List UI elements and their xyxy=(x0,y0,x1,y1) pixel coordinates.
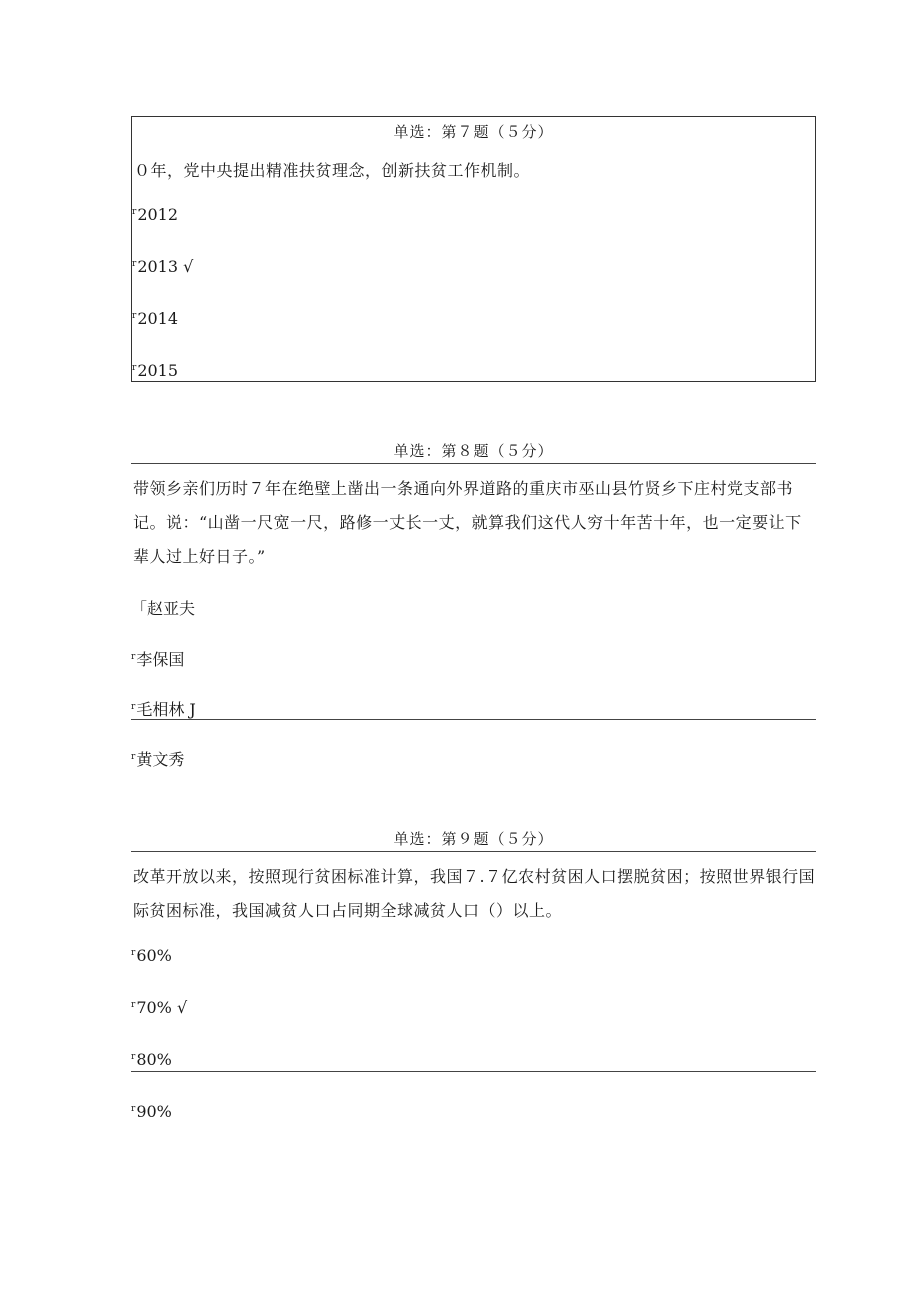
radio-marker: r xyxy=(131,1000,136,1010)
option-label: 2012 xyxy=(137,205,179,224)
option-c[interactable] xyxy=(132,309,178,328)
radio-marker: r xyxy=(131,752,136,762)
question-title: 单选：第８题（５分） xyxy=(393,442,554,460)
question-title: 单选：第７题（５分） xyxy=(393,123,554,141)
radio-marker: 「 xyxy=(131,599,148,618)
option-d[interactable] xyxy=(131,747,184,770)
radio-marker: r xyxy=(132,311,137,321)
question-stem: 改革开放以来，按照现行贫困标准计算，我国７.７亿农村贫困人口摆脱贫困；按照世界银行国际贫困标准，我国减贫人口占同期全球减贫人口（）以上。 xyxy=(133,867,816,920)
option-label: 70% √ xyxy=(136,998,188,1017)
divider xyxy=(131,719,816,720)
question-title: 单选：第９题（５分） xyxy=(393,830,554,848)
question-stem: ０年，党中央提出精准扶贫理念，创新扶贫工作机制。 xyxy=(134,161,531,180)
radio-marker: r xyxy=(131,702,136,712)
question-stem: 带领乡亲们历时７年在绝壁上凿出一条通向外界道路的重庆市巫山县竹贤乡下庄村党支部书记。说：“山凿一尺宽一尺，路修一丈长一丈，就算我们这代人穷十年苦十年，也一定要让下辈人过上好日子。” xyxy=(133,479,802,566)
option-b[interactable] xyxy=(132,257,193,276)
radio-marker: r xyxy=(132,207,137,217)
option-b[interactable] xyxy=(131,647,184,670)
option-c[interactable] xyxy=(131,697,196,720)
question-9 xyxy=(131,828,816,1128)
option-label: 2013 √ xyxy=(137,257,194,276)
radio-marker: r xyxy=(131,1052,136,1062)
radio-marker: r xyxy=(132,363,137,373)
option-label: 2015 xyxy=(137,361,179,380)
divider xyxy=(131,1071,816,1072)
divider xyxy=(131,851,816,852)
option-label: 李保国 xyxy=(136,650,185,669)
option-label: 毛相林 J xyxy=(136,700,196,719)
option-d[interactable] xyxy=(132,361,178,380)
option-label: 80% xyxy=(136,1050,172,1069)
option-label: 2014 xyxy=(137,309,179,328)
question-7 xyxy=(131,116,816,382)
question-8 xyxy=(131,440,816,780)
option-label: 黄文秀 xyxy=(136,750,185,769)
option-a[interactable] xyxy=(131,596,195,619)
option-d[interactable] xyxy=(131,1102,172,1121)
radio-marker: r xyxy=(132,259,137,269)
option-label: 赵亚夫 xyxy=(147,599,196,618)
option-a[interactable] xyxy=(132,205,178,224)
divider xyxy=(131,463,816,464)
radio-marker: r xyxy=(131,948,136,958)
option-label: 60% xyxy=(136,946,172,965)
option-a[interactable] xyxy=(131,946,172,965)
radio-marker: r xyxy=(131,652,136,662)
option-label: 90% xyxy=(136,1102,172,1121)
radio-marker: r xyxy=(131,1104,136,1114)
option-b[interactable] xyxy=(131,998,187,1017)
option-c[interactable] xyxy=(131,1050,172,1069)
